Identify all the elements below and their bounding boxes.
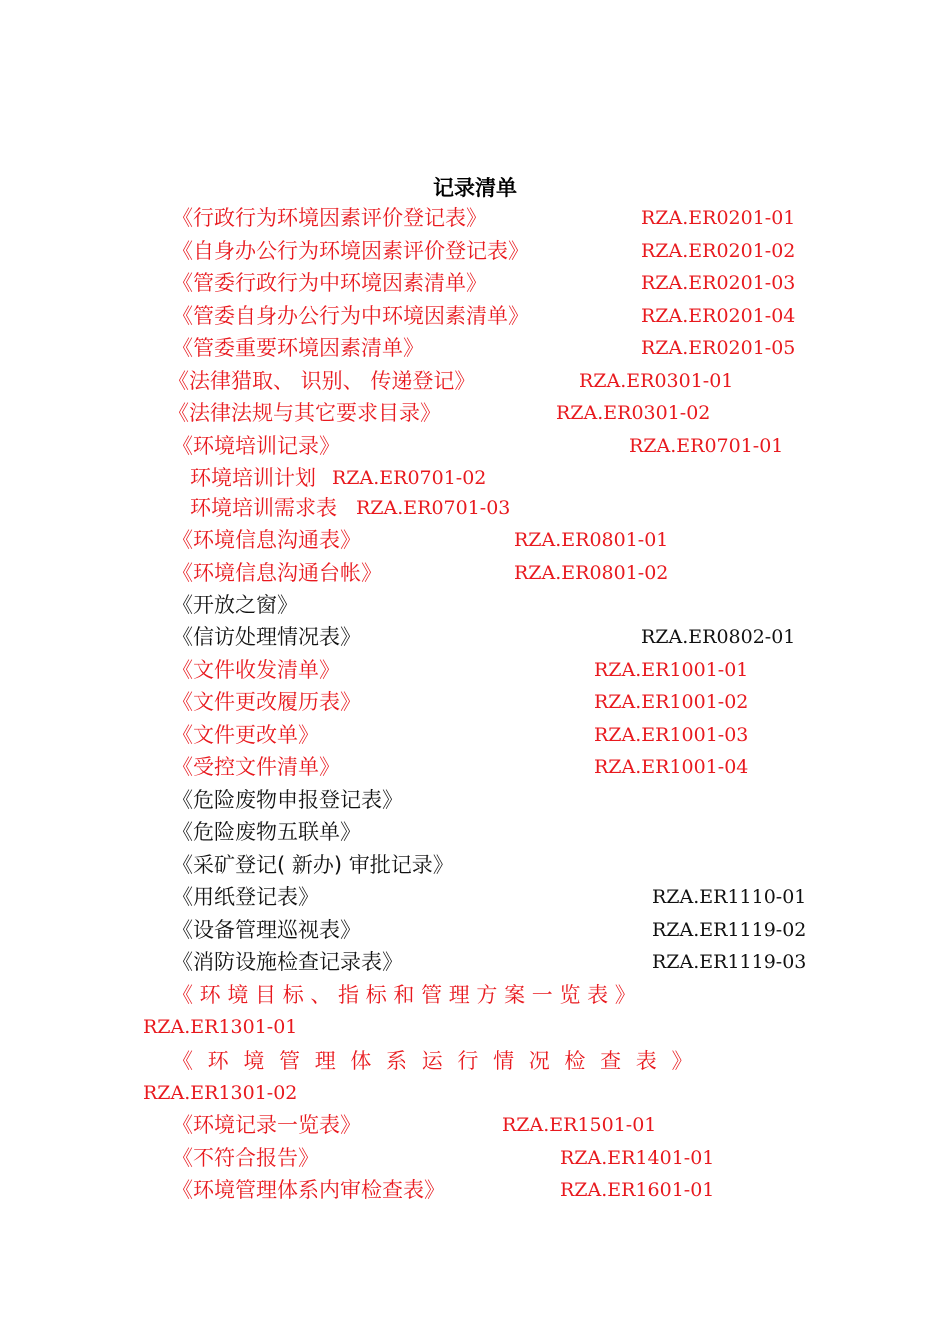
record-code: RZA.ER1119-03	[652, 951, 807, 973]
record-row	[0, 268, 950, 298]
record-row	[0, 203, 950, 233]
record-row	[0, 882, 950, 912]
record-code: RZA.ER0201-04	[641, 305, 796, 327]
record-row	[0, 1110, 950, 1140]
record-name: 《管委自身办公行为中环境因素清单》	[172, 304, 529, 328]
record-name: 《设备管理巡视表》	[172, 918, 361, 942]
record-row	[0, 558, 950, 588]
record-row	[0, 431, 950, 461]
record-name: 环境培训计划	[190, 466, 316, 490]
record-row	[0, 1175, 950, 1205]
record-code: RZA.ER1119-02	[652, 919, 807, 941]
record-name: 《 环 境 管 理 体 系 运 行 情 况 检 查 表 》	[172, 1049, 697, 1073]
record-code: RZA.ER0201-02	[641, 240, 796, 262]
record-row	[0, 817, 950, 847]
record-name: 《不符合报告》	[172, 1146, 319, 1170]
record-row	[0, 785, 950, 815]
record-code: RZA.ER0701-03	[356, 497, 511, 519]
record-name: 《文件更改单》	[172, 723, 319, 747]
record-row	[0, 915, 950, 945]
record-row	[0, 493, 950, 523]
record-row	[0, 463, 950, 493]
record-row	[0, 980, 950, 1010]
record-code: RZA.ER1001-04	[594, 756, 749, 778]
record-code: RZA.ER1110-01	[652, 886, 807, 908]
record-name: 《环境管理体系内审检查表》	[172, 1178, 445, 1202]
record-row	[0, 525, 950, 555]
record-name: 《开放之窗》	[172, 593, 298, 617]
record-code: RZA.ER0301-01	[579, 370, 734, 392]
page-title: 记录清单	[433, 176, 517, 200]
record-row	[0, 398, 950, 428]
record-code: RZA.ER1001-03	[594, 724, 749, 746]
record-name: 《文件收发清单》	[172, 658, 340, 682]
record-row	[0, 622, 950, 652]
record-row	[0, 655, 950, 685]
record-name: 《危险废物申报登记表》	[172, 788, 403, 812]
record-name: 《消防设施检查记录表》	[172, 950, 403, 974]
record-name: 《受控文件清单》	[172, 755, 340, 779]
record-code: RZA.ER0802-01	[641, 626, 796, 648]
record-code: RZA.ER1301-02	[143, 1082, 298, 1104]
record-name: 《信访处理情况表》	[172, 625, 361, 649]
record-row	[0, 720, 950, 750]
record-name: 《管委行政行为中环境因素清单》	[172, 271, 487, 295]
record-name: 《自身办公行为环境因素评价登记表》	[172, 239, 529, 263]
record-name: 《环境信息沟通台帐》	[172, 561, 382, 585]
record-code: RZA.ER0201-03	[641, 272, 796, 294]
record-row	[0, 301, 950, 331]
record-code: RZA.ER0701-01	[629, 435, 784, 457]
record-code: RZA.ER1601-01	[560, 1179, 715, 1201]
record-name: 《文件更改履历表》	[172, 690, 361, 714]
record-name: 《环境记录一览表》	[172, 1113, 361, 1137]
record-code: RZA.ER0201-05	[641, 337, 796, 359]
record-row	[0, 590, 950, 620]
record-name: 环境培训需求表	[190, 496, 337, 520]
record-code: RZA.ER0701-02	[332, 467, 487, 489]
record-row	[0, 752, 950, 782]
record-row	[0, 366, 950, 396]
record-code: RZA.ER1401-01	[560, 1147, 715, 1169]
record-name: 《危险废物五联单》	[172, 820, 361, 844]
record-row	[0, 947, 950, 977]
record-row	[0, 333, 950, 363]
record-name: 《环境信息沟通表》	[172, 528, 361, 552]
record-row	[0, 687, 950, 717]
record-name: 《法律猎取、 识别、 传递登记》	[168, 369, 476, 393]
record-code: RZA.ER1501-01	[502, 1114, 657, 1136]
record-code: RZA.ER1001-02	[594, 691, 749, 713]
record-code: RZA.ER1001-01	[594, 659, 749, 681]
record-code: RZA.ER0801-01	[514, 529, 669, 551]
record-row	[0, 1143, 950, 1173]
record-code: RZA.ER0301-02	[556, 402, 711, 424]
record-name: 《采矿登记( 新办) 审批记录》	[172, 853, 454, 877]
record-row	[0, 850, 950, 880]
record-name: 《管委重要环境因素清单》	[172, 336, 424, 360]
record-name: 《法律法规与其它要求目录》	[168, 401, 441, 425]
record-code: RZA.ER0201-01	[641, 207, 796, 229]
record-row	[0, 1046, 950, 1076]
record-code: RZA.ER1301-01	[143, 1016, 298, 1038]
record-row	[0, 236, 950, 266]
record-name: 《环境培训记录》	[172, 434, 340, 458]
record-row-continued	[0, 1012, 950, 1042]
record-name: 《用纸登记表》	[172, 885, 319, 909]
record-code: RZA.ER0801-02	[514, 562, 669, 584]
record-row-continued	[0, 1078, 950, 1108]
record-name: 《 环 境 目 标 、 指 标 和 管 理 方 案 一 览 表 》	[172, 983, 636, 1007]
record-name: 《行政行为环境因素评价登记表》	[172, 206, 487, 230]
